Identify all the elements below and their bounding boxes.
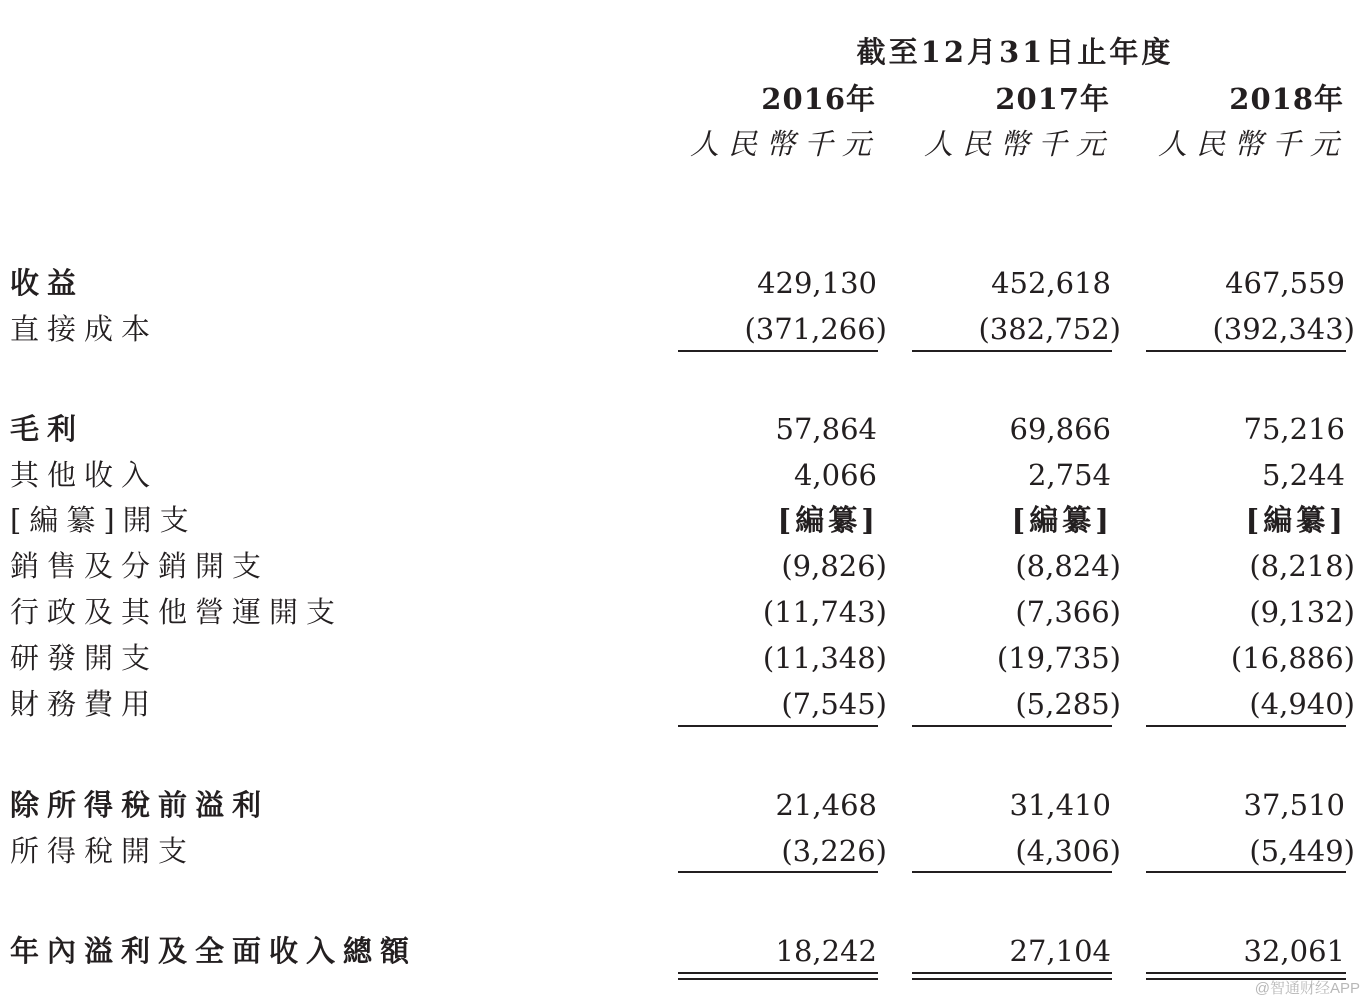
other-income-2017: 2,754 (1027, 458, 1111, 492)
gross-profit-2016: 57,864 (775, 412, 877, 446)
total-double-rule-top-2016 (678, 972, 878, 974)
year-2018-header: 2018年 (1229, 82, 1344, 116)
row-label-selling-distribution: 銷售及分銷開支 (10, 549, 270, 583)
subtotal-rule-2017 (912, 350, 1112, 352)
row-label-rnd-expense: 研發開支 (10, 641, 159, 675)
gross-profit-2017: 69,866 (1009, 412, 1111, 446)
total-comprehensive-income-2018: 32,061 (1243, 934, 1345, 968)
row-label-gross-profit: 毛利 (10, 412, 85, 446)
admin-other-operating-2018: (9,132) (1249, 595, 1355, 629)
total-comprehensive-income-2017: 27,104 (1009, 934, 1111, 968)
unit-2017-header: 人民幣千元 (923, 127, 1114, 161)
finance-cost-2018: (4,940) (1249, 687, 1355, 721)
row-label-admin-other-operating: 行政及其他營運開支 (10, 595, 344, 629)
subtotal-rule-2017 (912, 871, 1112, 873)
total-double-rule-top-2017 (912, 972, 1112, 974)
subtotal-rule-2017 (912, 725, 1112, 727)
total-comprehensive-income-2016: 18,242 (775, 934, 877, 968)
year-2017-header: 2017年 (995, 82, 1110, 116)
rnd-expense-2018: (16,886) (1230, 641, 1355, 675)
admin-other-operating-2017: (7,366) (1015, 595, 1121, 629)
row-label-finance-cost: 財務費用 (10, 687, 159, 721)
admin-other-operating-2016: (11,743) (762, 595, 887, 629)
selling-distribution-2018: (8,218) (1249, 549, 1355, 583)
total-double-rule-bottom-2016 (678, 978, 878, 980)
selling-distribution-2017: (8,824) (1015, 549, 1121, 583)
revenue-2018: 467,559 (1225, 266, 1345, 300)
rnd-expense-2016: (11,348) (762, 641, 887, 675)
row-label-other-income: 其他收入 (10, 458, 159, 492)
subtotal-rule-2016 (678, 350, 878, 352)
direct-cost-2016: (371,266) (744, 312, 887, 346)
profit-before-tax-2016: 21,468 (775, 788, 877, 822)
redacted-expense-2018: [編纂] (1245, 503, 1347, 537)
subtotal-rule-2018 (1146, 350, 1346, 352)
redacted-expense-2016: [編纂] (777, 503, 879, 537)
watermark-text: @智通财经APP (1254, 980, 1360, 997)
redacted-expense-2017: [編纂] (1011, 503, 1113, 537)
watermark (1255, 981, 1360, 996)
period-header: 截至12月31日止年度 (856, 35, 1174, 69)
row-label-redacted-expense: [編纂]開支 (10, 503, 197, 537)
subtotal-rule-2018 (1146, 871, 1346, 873)
revenue-2017: 452,618 (991, 266, 1111, 300)
profit-before-tax-2018: 37,510 (1243, 788, 1345, 822)
unit-2018-header: 人民幣千元 (1157, 127, 1348, 161)
subtotal-rule-2018 (1146, 725, 1346, 727)
year-2016-header: 2016年 (761, 82, 876, 116)
selling-distribution-2016: (9,826) (781, 549, 887, 583)
row-label-profit-before-tax: 除所得稅前溢利 (10, 788, 270, 822)
finance-cost-2017: (5,285) (1015, 687, 1121, 721)
income-tax-2018: (5,449) (1249, 834, 1355, 868)
finance-cost-2016: (7,545) (781, 687, 887, 721)
revenue-2016: 429,130 (757, 266, 877, 300)
subtotal-rule-2016 (678, 871, 878, 873)
total-double-rule-top-2018 (1146, 972, 1346, 974)
gross-profit-2018: 75,216 (1243, 412, 1345, 446)
other-income-2016: 4,066 (793, 458, 877, 492)
row-label-total-comprehensive-income: 年內溢利及全面收入總額 (10, 934, 418, 968)
income-tax-2017: (4,306) (1015, 834, 1121, 868)
subtotal-rule-2016 (678, 725, 878, 727)
row-label-income-tax: 所得稅開支 (10, 834, 196, 868)
row-label-direct-cost: 直接成本 (10, 312, 159, 346)
direct-cost-2018: (392,343) (1212, 312, 1355, 346)
total-double-rule-bottom-2017 (912, 978, 1112, 980)
other-income-2018: 5,244 (1261, 458, 1345, 492)
direct-cost-2017: (382,752) (978, 312, 1121, 346)
row-label-revenue: 收益 (10, 266, 85, 300)
profit-before-tax-2017: 31,410 (1009, 788, 1111, 822)
income-tax-2016: (3,226) (781, 834, 887, 868)
rnd-expense-2017: (19,735) (996, 641, 1121, 675)
unit-2016-header: 人民幣千元 (689, 127, 880, 161)
